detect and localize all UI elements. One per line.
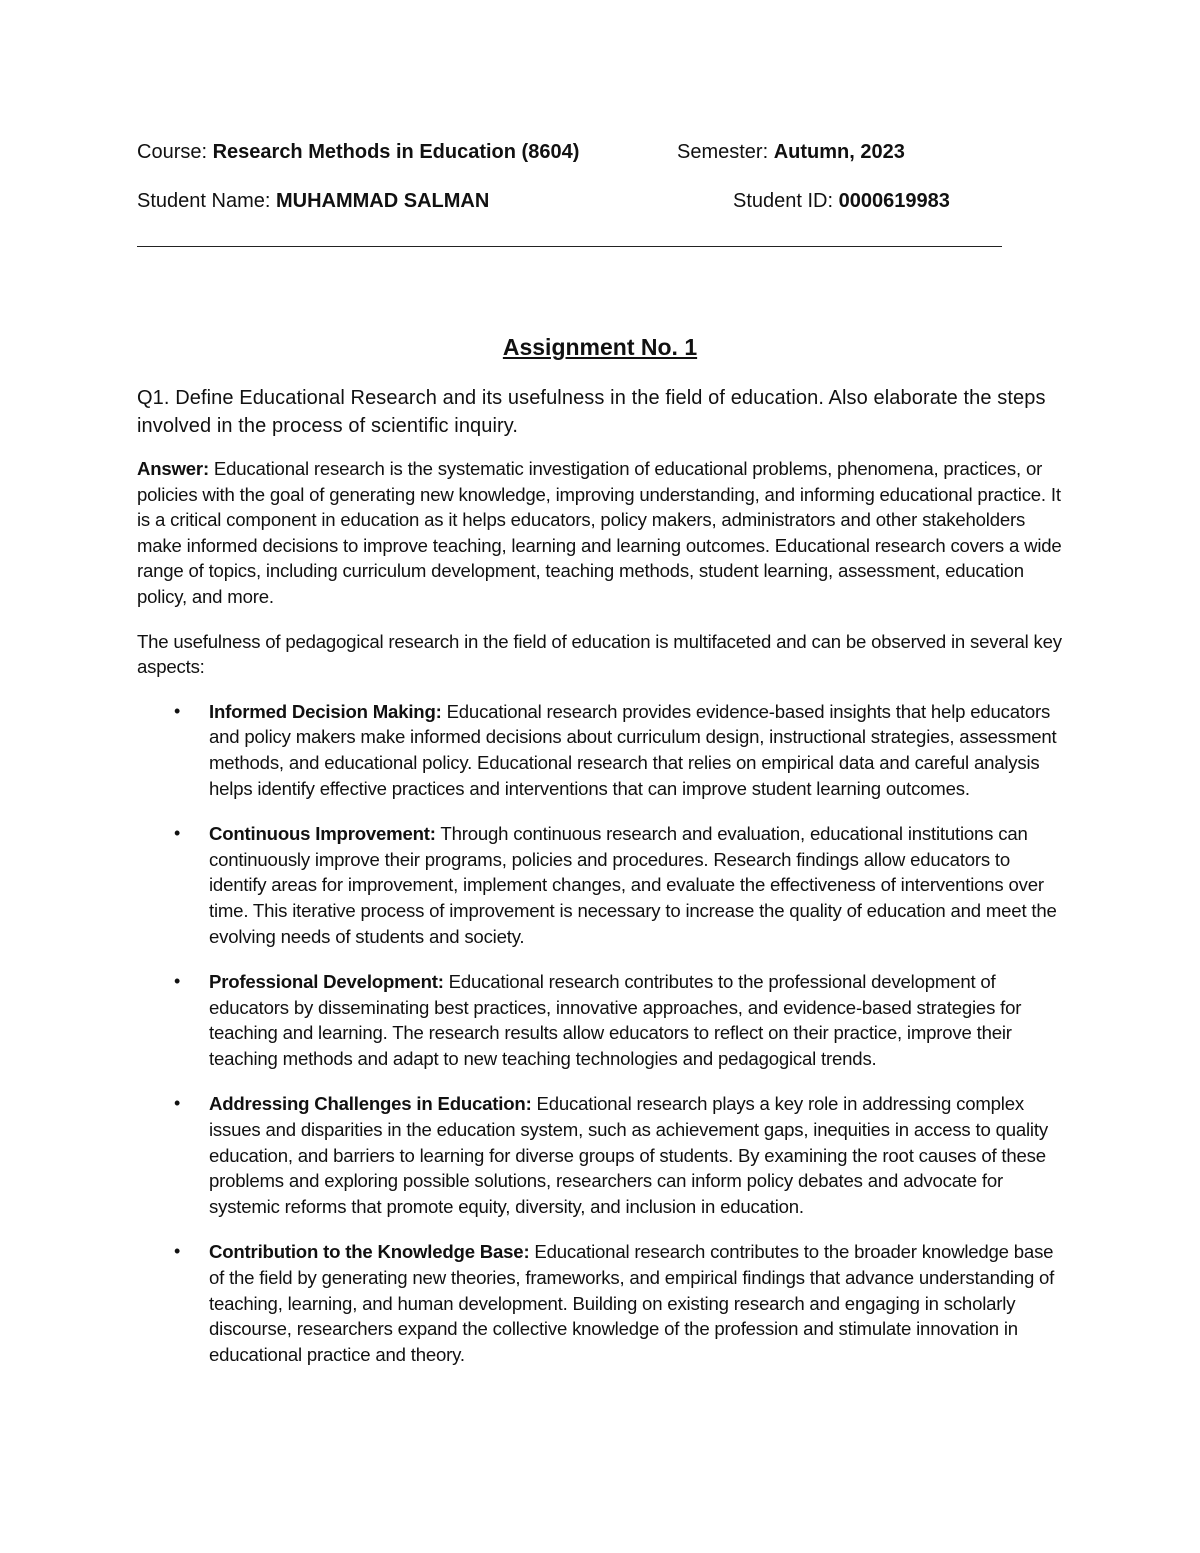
semester-value: Autumn, 2023: [773, 141, 905, 163]
list-item-text: Educational research contributes to the broader knowledge base of the field by generating new theories, frameworks, and empirical findings that advance understanding of teaching, learning, and human development. Building on existing research and engaging in scholarly discourse, researchers expand the collective knowledge of the profession and stimulate innovation in educational practice and theory.: [209, 1241, 1055, 1365]
bullet-icon: •: [174, 971, 181, 992]
list-item-text: Through continuous research and evaluation, educational institutions can continuously improve their programs, policies and procedures. Research findings allow educators to identify areas for improvement, implement changes, and evaluate the effectiveness of interventions over time. This iterative process of improvement is necessary to increase the quality of education and meet the evolving needs of students and society.: [209, 823, 1057, 947]
list-item-text: Educational research contributes to the professional development of educators by disseminating best practices, innovative approaches, and evidence-based strategies for teaching and learning. The research results allow educators to reflect on their practice, improve their teaching methods and adapt to new teaching technologies and pedagogical trends.: [209, 971, 1022, 1069]
course-value: Research Methods in Education (8604): [212, 141, 580, 163]
bullet-icon: •: [174, 1093, 181, 1114]
student-name-value: MUHAMMAD SALMAN: [275, 190, 490, 212]
assignment-title: Assignment No. 1: [502, 334, 698, 360]
student-name-label: Student Name:: [137, 190, 271, 212]
answer-label: Answer:: [137, 458, 209, 479]
student-id-line: [733, 189, 950, 213]
list-item-title: Informed Decision Making:: [209, 700, 442, 722]
list-item-title: Contribution to the Knowledge Base:: [209, 1241, 530, 1263]
student-name-line: [137, 189, 489, 213]
header-divider: [137, 246, 1002, 247]
bullet-icon: •: [174, 700, 181, 721]
usefulness-list: [137, 699, 1067, 1368]
list-item-title: Continuous Improvement:: [209, 823, 436, 845]
question-text: Q1. Define Educational Research and its usefulness in the field of education. Also elaborate the steps involved in the process of scientific inquiry.: [137, 387, 1046, 437]
course-label: Course:: [137, 141, 208, 163]
course-line: [137, 140, 579, 164]
semester-label: Semester:: [677, 141, 769, 163]
list-item-text: Educational research provides evidence-based insights that help educators and policy makers make informed decisions about curriculum design, instructional strategies, assessment methods, and educational policy. Educational research that relies on empirical data and careful analysis helps identify effective practices and interventions that can improve student learning outcomes.: [209, 700, 1057, 799]
list-item-title: Professional Development:: [209, 971, 444, 993]
semester-line: [677, 140, 905, 164]
list-item: [137, 1239, 1067, 1367]
list-item: [137, 821, 1067, 949]
bullet-icon: •: [174, 1241, 181, 1262]
answer-paragraph: [137, 456, 1067, 610]
list-item: [137, 1091, 1067, 1219]
list-item: [137, 699, 1067, 801]
student-id-value: 0000619983: [838, 190, 950, 212]
answer-text: Educational research is the systematic investigation of educational problems, phenomena, practices, or policies with the goal of generating new knowledge, improving understanding, and informing educational practice. It is a critical component in education as it helps educators, policy makers, administrators and other stakeholders make informed decisions to improve teaching, learning and learning outcomes. Educational research covers a wide range of topics, including curriculum development, teaching methods, student learning, assessment, education policy, and more.: [137, 458, 1062, 607]
list-item-title: Addressing Challenges in Education:: [209, 1093, 532, 1115]
document-body: [137, 384, 1067, 1387]
list-item-text: Educational research plays a key role in addressing complex issues and disparities in the education system, such as achievement gaps, inequities in access to quality education, and barriers to learning for diverse groups of students. By examining the root causes of these problems and exploring possible solutions, researchers can inform policy debates and advocate for systemic reforms that promote equity, diversity, and inclusion in education.: [209, 1093, 1048, 1217]
bullet-icon: •: [174, 823, 181, 844]
usefulness-intro: The usefulness of pedagogical research in the field of education is multifaceted and can be observed in several key aspects:: [137, 630, 1062, 678]
student-id-label: Student ID:: [733, 190, 834, 212]
list-item: [137, 969, 1067, 1071]
